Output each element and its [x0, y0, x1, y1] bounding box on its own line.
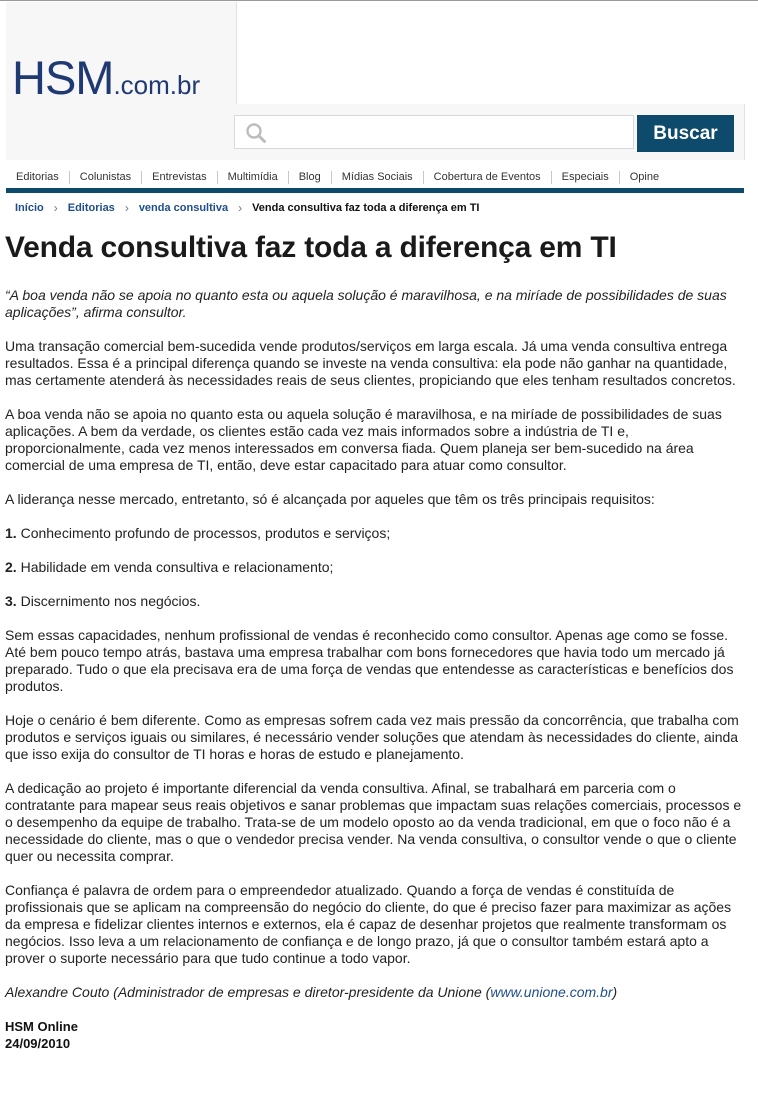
author-credit-text: Alexandre Couto (Administrador de empresas e diretor-presidente da Unione (: [5, 984, 491, 1000]
nav-item-blog[interactable]: Blog: [289, 171, 332, 184]
article-lead: “A boa venda não se apoia no quanto esta ou aquela solução é maravilhosa, e na miríade de possibilidades de suas aplicações”, afirma consultor.: [5, 287, 727, 320]
breadcrumb: [15, 201, 479, 215]
breadcrumb-link-editorias[interactable]: Editorias: [67, 202, 115, 214]
article-paragraph: Uma transação comercial bem-sucedida vende produtos/serviços em larga escala. Já uma venda consultiva entrega resultados. Essa é a principal diferença quando se investe na venda consultiva: ela pode não ganhar na quantidade, mas certamente atenderá às necessidades reais de seus clientes, propiciando que eles tenham resultados concretos.: [5, 338, 736, 388]
search-input[interactable]: [234, 115, 634, 149]
article-title: Venda consultiva faz toda a diferença em TI: [5, 231, 617, 264]
chevron-right-icon: ›: [53, 201, 58, 215]
requirement-item: [5, 525, 747, 542]
chevron-right-icon: ›: [238, 201, 243, 215]
requirement-number: 1.: [5, 525, 17, 541]
article-body: [5, 287, 747, 1052]
breadcrumb-current: Venda consultiva faz toda a diferença em TI: [252, 202, 480, 214]
nav-item-entrevistas[interactable]: Entrevistas: [142, 171, 217, 184]
author-website-link[interactable]: www.unione.com.br: [490, 984, 613, 1000]
nav-item-editorias[interactable]: Editorias: [6, 171, 70, 184]
requirement-text: Conhecimento profundo de processos, produtos e serviços;: [20, 525, 391, 541]
article-paragraph: Sem essas capacidades, nenhum profissional de vendas é reconhecido como consultor. Apenas age como se fosse. Até bem pouco tempo atrás, bastava uma empresa trabalhar com bons fornecedores que havia todo um mercado já preparado. Tudo o que ela precisava era de uma força de vendas que entendesse as características e benefícios dos produtos.: [5, 627, 734, 694]
breadcrumb-link-inicio[interactable]: Início: [15, 202, 44, 214]
author-credit: [5, 984, 747, 1001]
article-paragraph: Hoje o cenário é bem diferente. Como as empresas sofrem cada vez mais pressão da concorrência, que trabalha com produtos e serviços iguais ou similares, é necessário vender soluções que atendam às necessidades do cliente, ainda que isso exija do consultor de TI horas e horas de estudo e planejamento.: [5, 712, 739, 762]
site-logo[interactable]: [12, 51, 201, 106]
requirement-number: 3.: [5, 593, 17, 609]
requirement-item: [5, 559, 747, 576]
logo-main-text: HSM: [12, 51, 114, 104]
article-date: 24/09/2010: [5, 1036, 71, 1051]
requirement-item: [5, 593, 747, 610]
chevron-right-icon: ›: [124, 201, 129, 215]
breadcrumb-link-venda-consultiva[interactable]: venda consultiva: [138, 202, 229, 214]
search-button[interactable]: Buscar: [637, 115, 734, 152]
author-credit-suffix: ): [612, 984, 618, 1000]
logo-domain-text: .com.br: [113, 70, 201, 100]
nav-item-midias-sociais[interactable]: Mídias Sociais: [332, 171, 424, 184]
search-icon: [245, 122, 267, 144]
article-source: HSM Online: [5, 1019, 78, 1034]
nav-divider-bar: [6, 188, 744, 193]
article-paragraph: A boa venda não se apoia no quanto esta ou aquela solução é maravilhosa, e na miríade de possibilidades de suas aplicações. A bem da verdade, os clientes estão cada vez mais informados sobre a indústria de TI e, proporcionalmente, cada vez menos interessados em conversa fiada. Quem planeja ser bem-sucedido na área comercial de uma empresa de TI, então, deve estar capacitado para atuar como consultor.: [5, 406, 722, 473]
article-paragraph: Confiança é palavra de ordem para o empreendedor atualizado. Quando a força de vendas é constituída de profissionais que se aplicam na compreensão do negócio do cliente, do que é preciso fazer para maximizar as ações da empresa e fidelizar clientes internos e externos, ela é capaz de desenhar projetos que realmente transformam os negócios. Isso leva a um relacionamento de confiança e de longo prazo, já que o consultor também estará apto a prover o suporte necessário para que tudo continue a todo vapor.: [5, 882, 732, 966]
article-paragraph: A dedicação ao projeto é importante diferencial da venda consultiva. Afinal, se trabalhará em parceria com o contratante para mapear seus reais objetivos e sanar problemas que impactam suas relações comerciais, processos e o desempenho da equipe de trabalho. Trata-se de um modelo oposto ao da venda tradicional, em que o foco não é a necessidade do cliente, mas o que o vendedor precisa vender. Na venda consultiva, o consultor vende o que o cliente quer ou necessita comprar.: [5, 780, 742, 864]
top-border: [0, 0, 758, 1]
requirement-number: 2.: [5, 559, 17, 575]
article-paragraph: A liderança nesse mercado, entretanto, só é alcançada por aqueles que têm os três principais requisitos:: [5, 491, 655, 507]
nav-item-multimidia[interactable]: Multimídia: [218, 171, 289, 184]
main-nav: [6, 166, 744, 188]
nav-item-opine[interactable]: Opine: [629, 170, 660, 183]
requirement-text: Discernimento nos negócios.: [20, 593, 201, 609]
nav-item-colunistas[interactable]: Colunistas: [70, 171, 142, 184]
nav-item-especiais[interactable]: Especiais: [552, 171, 620, 184]
requirement-text: Habilidade em venda consultiva e relacionamento;: [20, 559, 334, 575]
nav-item-cobertura-de-eventos[interactable]: Cobertura de Eventos: [424, 171, 552, 184]
